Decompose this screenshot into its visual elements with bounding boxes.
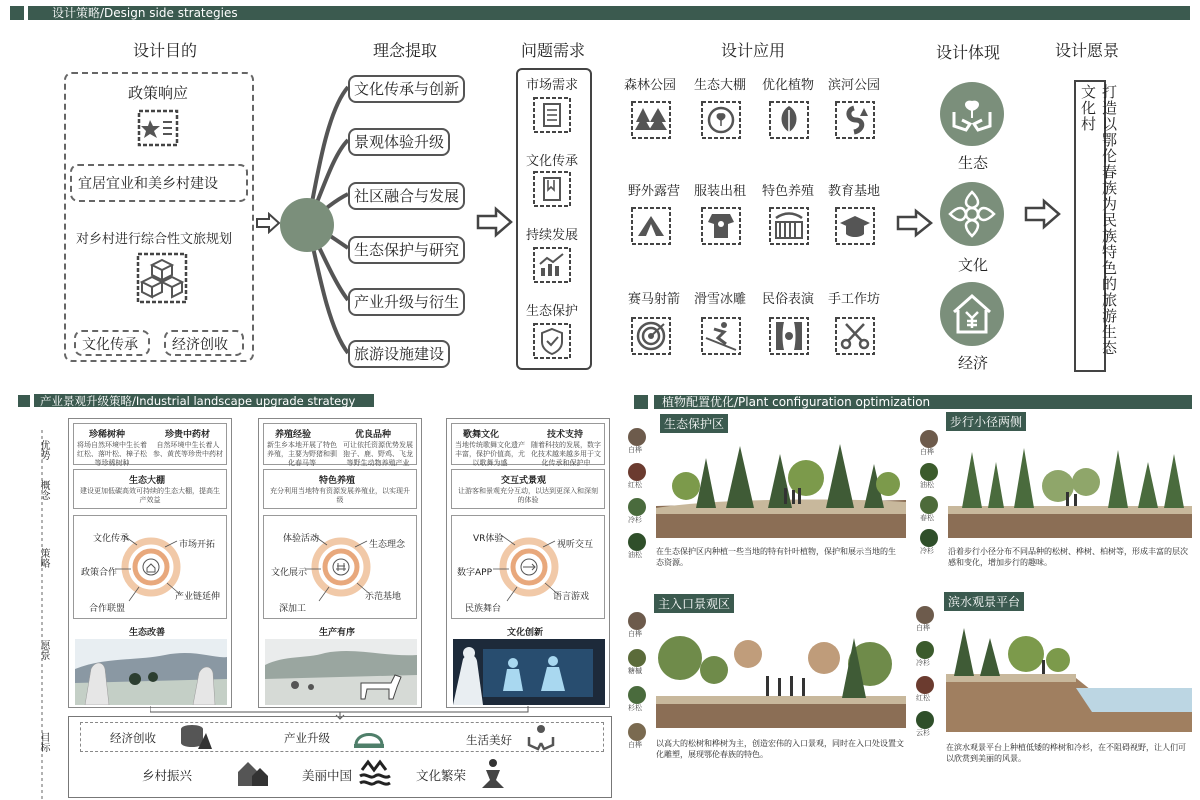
species-label: 冷杉 <box>628 516 642 524</box>
goal-livable: 宜居宜业和美乡村建设 <box>78 176 218 192</box>
clipboard-icon <box>532 96 572 134</box>
target-icon <box>630 316 672 356</box>
arrow-right-icon <box>896 208 934 238</box>
embody-label: 经济 <box>958 354 989 372</box>
strategy-label: 示范基地 <box>365 592 402 602</box>
heading-needs: 问题需求 <box>520 41 585 60</box>
advantage-desc: 随着科技的发展，数字化技术越来越多用于文化传承和保护中 <box>531 441 601 467</box>
header-title: 设计策略/Design side strategies <box>52 6 238 20</box>
embody-label: 生态 <box>958 154 989 172</box>
side-label: 愿景 <box>38 640 49 660</box>
heading-goal: 设计目的 <box>132 41 197 60</box>
advantage-label: 珍稀树种 <box>89 430 126 440</box>
application-label: 教育基地 <box>828 184 881 199</box>
arrow-right-icon <box>476 206 514 238</box>
concept-item: 社区融合与发展 <box>348 182 465 210</box>
strategy-label: 体验活动 <box>283 534 320 544</box>
heading-application: 设计应用 <box>720 41 785 60</box>
species-photo <box>916 711 934 729</box>
vision-label: 生产有序 <box>319 628 356 638</box>
strategy-label: 生态理念 <box>369 540 406 550</box>
application-label: 野外露营 <box>628 184 681 199</box>
advantage-label: 歌舞文化 <box>463 430 500 440</box>
concept-label: 特色养殖 <box>319 476 356 486</box>
industrial-bar <box>34 394 374 407</box>
application-label: 赛马射箭 <box>628 292 681 307</box>
need-item: 持续发展 <box>526 228 579 243</box>
side-label: 策略 <box>38 548 49 568</box>
river-park-icon <box>834 100 876 140</box>
concept-label: 交互式景观 <box>501 476 547 486</box>
strategy-label: 合作联盟 <box>89 604 126 614</box>
species-photo <box>628 498 646 516</box>
outcome-label: 乡村振兴 <box>142 768 193 783</box>
leaf-icon <box>768 100 810 140</box>
ecology-circle <box>940 82 1004 146</box>
plant-section-label: 主入口景观区 <box>654 594 734 613</box>
species-photo <box>628 649 646 667</box>
advantage-label: 技术支持 <box>547 430 584 440</box>
need-item: 文化传承 <box>526 154 579 169</box>
species-label: 红松 <box>916 694 930 702</box>
species-photo <box>916 606 934 624</box>
side-label: 概念 <box>38 480 49 500</box>
species-label: 糖槭 <box>628 667 642 675</box>
target-label: 产业升级 <box>284 731 330 745</box>
plant-square <box>634 395 648 409</box>
species-photo <box>628 533 646 551</box>
cubes-icon <box>136 252 188 304</box>
plant-section-desc: 在生态保护区内种植一些当地的特有针叶植物，保护和展示当地的生态资源。 <box>656 547 896 567</box>
dancer-icon <box>478 758 508 790</box>
species-photo <box>916 676 934 694</box>
concept-item: 生态保护与研究 <box>348 236 465 264</box>
species-label: 油松 <box>628 551 642 559</box>
side-label: 优势 <box>38 440 49 460</box>
plant-section-label: 生态保护区 <box>660 414 728 433</box>
species-label: 白桦 <box>916 624 930 632</box>
species-photo <box>628 428 646 446</box>
eco-section-image <box>656 428 906 538</box>
heading-vision: 设计愿景 <box>1054 41 1119 60</box>
application-label: 特色养殖 <box>762 184 815 199</box>
concept-desc: 让游客和景观充分互动，以达到更深入和深刻的体验 <box>458 487 598 504</box>
vision-label: 文化创新 <box>507 628 544 638</box>
application-label: 民俗表演 <box>762 292 815 307</box>
vision-label: 生态改善 <box>129 628 166 638</box>
coins-icon <box>178 723 212 751</box>
industrial-title: 产业景观升级策略/Industrial landscape upgrade strategy <box>40 394 356 407</box>
goal-culture: 文化传承 <box>82 337 138 353</box>
species-label: 白桦 <box>628 741 642 749</box>
forest-icon <box>630 100 672 140</box>
hands-heart-icon <box>526 723 556 751</box>
culture-circle <box>940 182 1004 246</box>
concept-desc: 建设更加低碳高效可持续的生态大棚，提高生产效益 <box>80 487 220 504</box>
application-label: 滨河公园 <box>828 78 881 93</box>
header-square <box>10 6 24 20</box>
goal-economy: 经济创收 <box>172 337 228 353</box>
hands-plant-icon <box>940 82 1004 146</box>
vision-text: 打造以鄂伦春族为民族特色的旅游生态文化村 <box>1079 84 1118 356</box>
advantage-desc: 当地传统歌舞文化遗产丰富，保护价值高，尤以歌舞为盛 <box>455 441 525 467</box>
heading-concept: 理念提取 <box>372 41 437 60</box>
strategy-label: 民族舞台 <box>465 604 502 614</box>
application-label: 滑雪冰雕 <box>694 292 747 307</box>
species-photo <box>920 430 938 448</box>
side-divider <box>40 430 44 800</box>
strategy-label: 视听交互 <box>557 540 594 550</box>
arrow-right-icon <box>1024 198 1062 230</box>
species-label: 云杉 <box>916 729 930 737</box>
scissors-icon <box>834 316 876 356</box>
advantage-desc: 可让依托资源优势发展狍子、鹿、野鸡、飞龙等野生动物养殖产业 <box>343 441 413 467</box>
species-photo <box>920 496 938 514</box>
document-star-icon <box>136 108 180 148</box>
species-photo <box>628 612 646 630</box>
industrial-panel <box>68 418 232 708</box>
concept-item: 旅游设施建设 <box>348 340 450 368</box>
species-photo <box>920 463 938 481</box>
strategy-label: 市场开拓 <box>179 540 216 550</box>
waves-icon <box>358 758 392 788</box>
application-label: 手工作坊 <box>828 292 881 307</box>
species-list <box>916 606 940 738</box>
concept-desc: 充分利用当地特有资源发展养殖业，以实现升级 <box>270 487 410 504</box>
graduation-cap-icon <box>834 206 876 246</box>
culture-scene-image <box>453 639 605 705</box>
strategy-label: 语言游戏 <box>553 592 590 602</box>
need-item: 生态保护 <box>526 304 579 319</box>
concept-item: 景观体验升级 <box>348 128 450 156</box>
advantage-desc: 自然环境中生长着人参、黄芪等珍贵中药材 <box>153 441 223 458</box>
entrance-section-image <box>656 608 906 728</box>
outcome-label: 美丽中国 <box>302 768 353 783</box>
heading-embody: 设计体现 <box>935 43 1000 62</box>
advantage-label: 养殖经验 <box>275 430 312 440</box>
growth-chart-icon <box>532 246 572 284</box>
species-photo <box>920 529 938 547</box>
species-label: 红松 <box>628 481 642 489</box>
species-photo <box>628 686 646 704</box>
plant-section-label: 滨水观景平台 <box>944 592 1024 611</box>
species-label: 白桦 <box>920 448 934 456</box>
plant-section-desc: 以高大的松树和桦树为主，创造宏伟的入口景观，同时在入口处设置文化雕塑，展现鄂伦春族的特色。 <box>656 739 904 759</box>
plant-title: 植物配置优化/Plant configuration optimization <box>662 395 931 409</box>
industrial-square <box>18 395 30 407</box>
strategy-label: 产业链延伸 <box>175 592 221 602</box>
application-label: 服装出租 <box>694 184 747 199</box>
species-label: 冷杉 <box>916 659 930 667</box>
species-photo <box>628 723 646 741</box>
species-label: 白桦 <box>628 446 642 454</box>
side-label: 目标 <box>38 732 49 752</box>
village-icon <box>236 758 270 788</box>
shield-check-icon <box>532 322 572 360</box>
application-grid <box>610 70 890 370</box>
strategy-label: 文化展示 <box>271 568 308 578</box>
strategy-label: 文化传承 <box>93 534 130 544</box>
strategy-label: 深加工 <box>279 604 307 614</box>
species-photo <box>628 463 646 481</box>
plant-bar <box>654 395 1192 409</box>
skiing-icon <box>700 316 742 356</box>
species-label: 杉松 <box>628 704 642 712</box>
target-label: 生活美好 <box>466 733 512 747</box>
concept-label: 生态大棚 <box>129 476 166 486</box>
advantage-label: 优良品种 <box>355 430 392 440</box>
goal-plan: 对乡村进行综合性文旅规划 <box>76 232 233 247</box>
economy-circle <box>940 282 1004 346</box>
industrial-panel <box>446 418 610 708</box>
costume-icon <box>700 206 742 246</box>
plant-section-desc: 沿着步行小径分布不同品种的松树、桦树、柏树等，形成丰富的层次感和变化，增加步行的趣味。 <box>948 547 1188 567</box>
strategy-label: VR体验 <box>473 534 504 544</box>
folk-performance-icon <box>768 316 810 356</box>
species-label: 春松 <box>920 514 934 522</box>
greenhouse-icon <box>700 100 742 140</box>
production-scene-image <box>265 639 417 705</box>
species-photo <box>916 641 934 659</box>
book-icon <box>532 170 572 208</box>
embody-label: 文化 <box>958 256 989 274</box>
plant-section-label: 步行小径两侧 <box>946 412 1026 431</box>
species-list <box>628 612 652 750</box>
species-list <box>920 430 944 556</box>
goal-policy: 政策响应 <box>128 84 189 102</box>
strategy-label: 数字APP <box>457 568 493 578</box>
species-label: 白桦 <box>628 630 642 638</box>
species-label: 油松 <box>920 481 934 489</box>
concept-item: 文化传承与创新 <box>348 75 465 103</box>
target-label: 经济创收 <box>110 731 156 745</box>
industrial-panel <box>258 418 422 708</box>
tent-icon <box>630 206 672 246</box>
application-label: 森林公园 <box>624 78 677 93</box>
application-label: 生态大棚 <box>694 78 747 93</box>
header-bar <box>28 6 1190 20</box>
path-section-image <box>948 428 1192 538</box>
concept-hub <box>280 198 334 252</box>
need-item: 市场需求 <box>526 78 579 93</box>
waterfront-section-image <box>946 608 1192 732</box>
strategy-label: 政策合作 <box>81 568 118 578</box>
species-list <box>628 428 652 560</box>
farm-icon <box>768 206 810 246</box>
concept-item: 产业升级与衍生 <box>348 288 465 316</box>
house-money-icon <box>940 282 1004 346</box>
ecology-scene-image <box>75 639 227 705</box>
species-label: 冷杉 <box>920 547 934 555</box>
advantage-label: 珍贵中药材 <box>165 430 211 440</box>
helmet-icon <box>352 723 386 751</box>
plant-section-desc: 在滨水观景平台上种植低矮的桦树和冷杉，在不阻碍视野，让人们可以欣赏到美丽的风景。 <box>946 743 1186 763</box>
advantage-desc: 将场自然环境中生长着红松、落叶松、樟子松等珍稀树种 <box>77 441 147 467</box>
application-label: 优化植物 <box>762 78 815 93</box>
advantage-desc: 新生乡本地开展了特色养殖，主要为野猪和驯化春马等 <box>267 441 337 467</box>
outcome-label: 文化繁荣 <box>416 768 467 783</box>
flower-pattern-icon <box>940 182 1004 246</box>
